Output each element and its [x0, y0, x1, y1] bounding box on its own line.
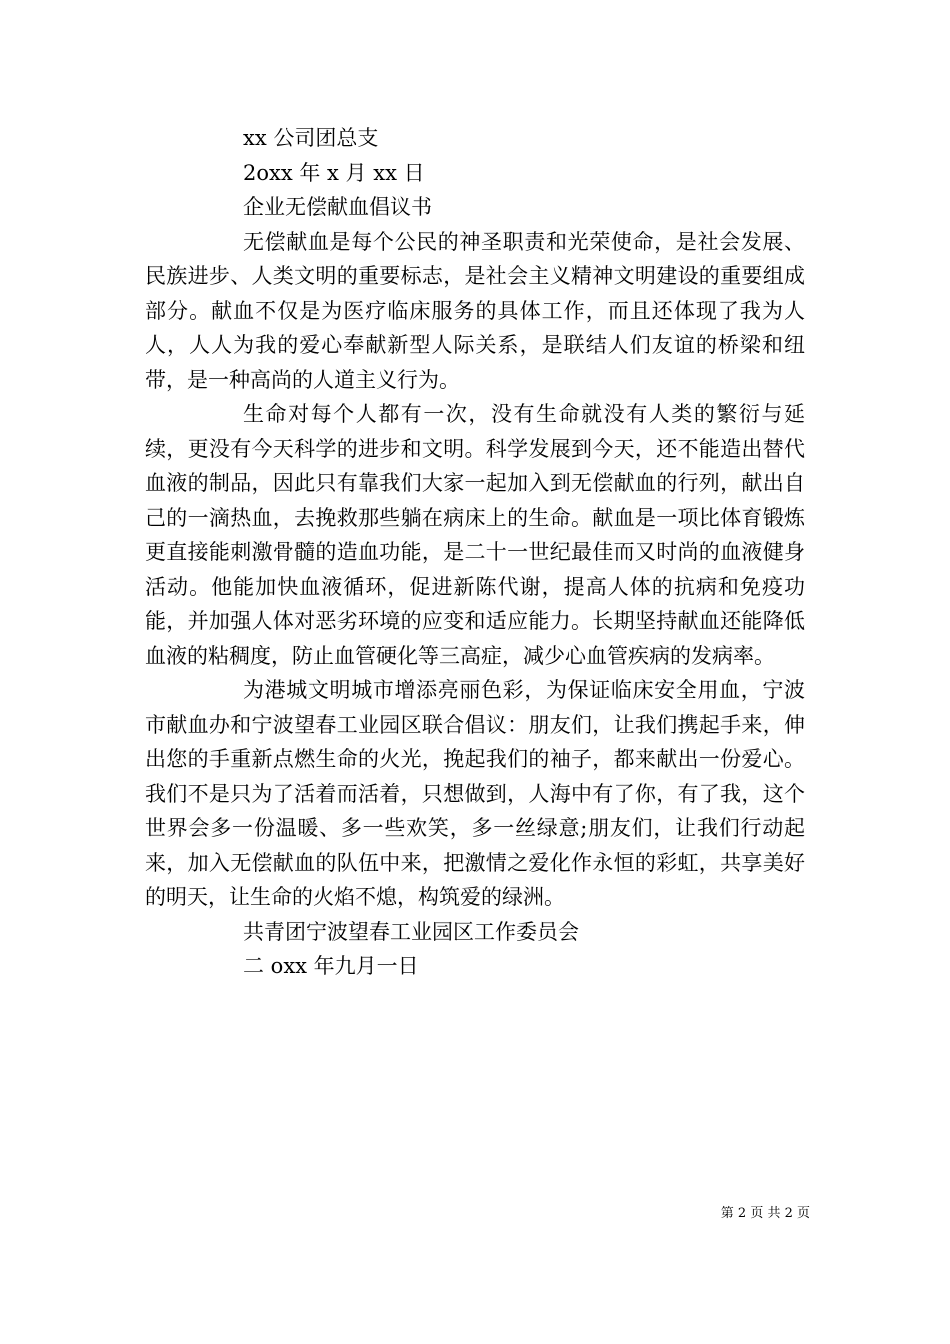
paragraph-2: 生命对每个人都有一次，没有生命就没有人类的繁衍与延续，更没有今天科学的进步和文明。科学发展到今天，还不能造出替代血液的制品，因此只有靠我们大家一起加入到无偿献血的行列，献出自己的一滴热血，去挽救那些躺在病床上的生命。献血是一项比体育锻炼更直接能刺激骨髓的造血功能，是二十一世纪最佳而又时尚的血液健身活动。他能加快血液循环，促进新陈代谢，提高人体的抗病和免疫功能，并加强人体对恶劣环境的应变和适应能力。长期坚持献血还能降低血液的粘稠度，防止血管硬化等三高症，减少心血管疾病的发病率。: [145, 402, 805, 668]
header-date: 2oxx 年 x 月 xx 日: [243, 160, 425, 185]
paragraph-1: 无偿献血是每个公民的神圣职责和光荣使命，是社会发展、民族进步、人类文明的重要标志，是社会主义精神文明建设的重要组成部分。献血不仅是为医疗临床服务的具体工作，而且还体现了我为人人，人人为我的爱心奉献新型人际关系，是联结人们友谊的桥梁和纽带，是一种高尚的人道主义行为。: [145, 229, 805, 392]
header-org: xx 公司团总支: [243, 126, 379, 150]
paragraph-3: 为港城文明城市增添亮丽色彩，为保证临床安全用血，宁波市献血办和宁波望春工业园区联合倡议：朋友们，让我们携起手来，伸出您的手重新点燃生命的火光，挽起我们的袖子，都来献出一份爱心。我们不是只为了活着而活着，只想做到，人海中有了你，有了我，这个世界会多一份温暖、多一些欢笑，多一丝绿意;朋友们，让我们行动起来，加入无偿献血的队伍中来，把激情之爱化作永恒的彩虹，共享美好的明天，让生命的火焰不熄，构筑爱的绿洲。: [145, 678, 805, 909]
document-body: [145, 121, 805, 984]
document-title: 企业无偿献血倡议书: [243, 195, 432, 219]
signature-date: 二 oxx 年九月一日: [243, 954, 419, 978]
signature-org: 共青团宁波望春工业园区工作委员会: [243, 919, 579, 944]
page-number: 第 2 页 共 2 页: [720, 1206, 810, 1221]
